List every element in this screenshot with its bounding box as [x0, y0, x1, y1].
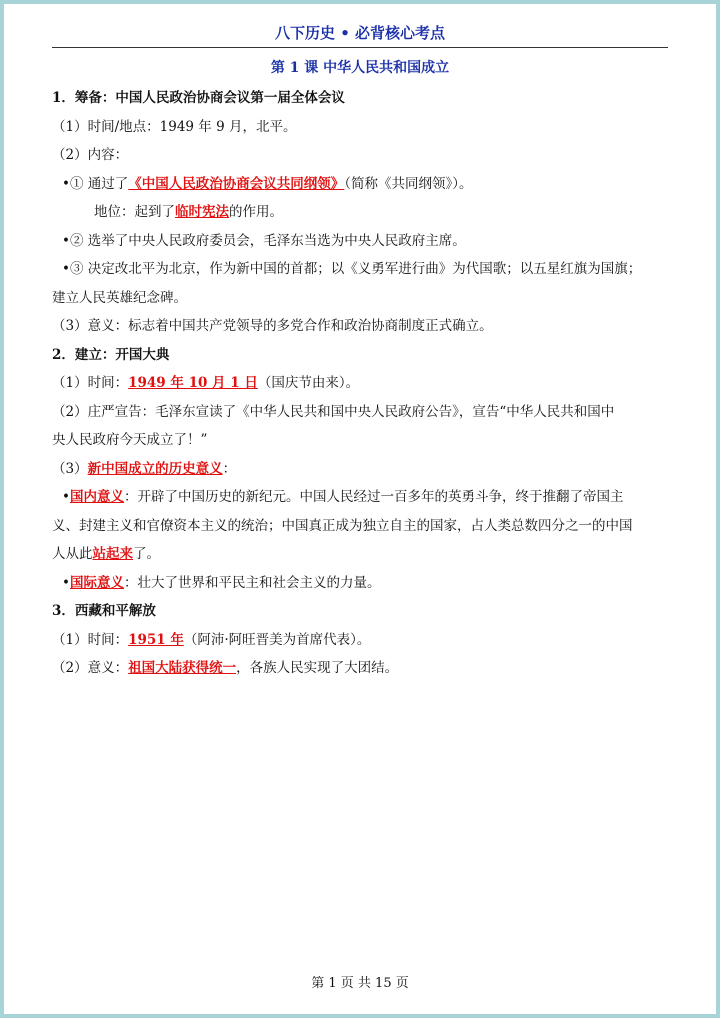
s2-domestic-line3	[52, 540, 672, 569]
s2-time-suffix: （国庆节由来）。	[257, 375, 360, 391]
s2-domestic-text: ：开辟了中国历史的新纪元。中国人民经过一百多年的英勇斗争，终于推翻了帝国主	[123, 489, 624, 505]
s2-international-bullet: •	[62, 574, 70, 591]
s1-bullet-3-line1: •③ 决定改北平为北京，作为新中国的首都；以《义勇军进行曲》为代国歌；以五星红旗为国旗；	[62, 261, 642, 277]
s2-international	[52, 569, 672, 598]
s2-declaration-line1: （2）庄严宣告：毛泽东宣读了《中华人民共和国中央人民政府公告》，宣告“中华人民共和国中	[52, 403, 615, 420]
s3-meaning-suffix: ，各族人民实现了大团结。	[236, 660, 399, 676]
s1-bullet-2: •② 选举了中央人民政府委员会，毛泽东当选为中央人民政府主席。	[62, 232, 466, 249]
unification-highlight: 祖国大陆获得统一	[128, 660, 237, 676]
s1-bullet-1	[52, 170, 672, 199]
s1-position-prefix: 地位：起到了	[94, 204, 175, 220]
s2-significance-prefix: （3）	[52, 460, 88, 477]
section-1-heading: 1．筹备：中国人民政治协商会议第一届全体会议	[52, 90, 345, 106]
tibet-year-highlight: 1951 年	[128, 631, 184, 648]
s2-domestic-line3-prefix: 人从此	[52, 546, 93, 562]
s1-bullet-1-suffix: （简称《共同纲领》）。	[344, 175, 473, 192]
s1-bullet-3-line2: 建立人民英雄纪念碑。	[52, 289, 187, 306]
stood-up-highlight: 站起来	[92, 546, 133, 562]
international-significance-highlight: 国际意义	[69, 574, 124, 591]
s3-time	[52, 626, 672, 655]
section-3-heading: 3．西藏和平解放	[52, 603, 156, 619]
common-program-highlight: 《中国人民政治协商会议共同纲领》	[128, 175, 345, 192]
s2-significance	[52, 455, 672, 484]
founding-date-highlight: 1949 年 10 月 1 日	[128, 375, 258, 391]
provisional-constitution-highlight: 临时宪法	[175, 204, 229, 220]
section-2-heading: 2．建立：开国大典	[52, 346, 170, 363]
s2-time-prefix: （1）时间：	[52, 375, 129, 391]
document-body	[52, 84, 672, 683]
s2-domestic-line3-suffix: 了。	[133, 546, 160, 562]
historical-significance-highlight: 新中国成立的历史意义	[87, 460, 223, 477]
s2-significance-suffix: ：	[222, 460, 237, 477]
s1-position-suffix: 的作用。	[229, 204, 283, 220]
domestic-significance-highlight: 国内意义	[69, 489, 124, 505]
s2-declaration-line2: 央人民政府今天成立了！”	[52, 432, 208, 448]
lesson-title: 第 1 课 中华人民共和国成立	[270, 60, 450, 76]
s1-position	[52, 198, 672, 227]
s3-time-prefix: （1）时间：	[52, 631, 129, 648]
s1-bullet-1-prefix: •① 通过了	[62, 175, 129, 192]
s2-time	[52, 369, 672, 398]
page-footer: 第 1 页 共 15 页	[311, 976, 409, 991]
s2-domestic-line1	[52, 483, 672, 512]
header-divider	[52, 47, 668, 48]
s1-content-label: （2）内容：	[52, 147, 129, 163]
page-header-title: 八下历史 • 必背核心考点	[274, 24, 446, 42]
s1-meaning: （3）意义：标志着中国共产党领导的多党合作和政治协商制度正式确立。	[52, 318, 493, 334]
s1-time: （1）时间/地点：1949 年 9 月，北平。	[52, 118, 297, 135]
s3-meaning	[52, 654, 672, 683]
s2-domestic-bullet: •	[62, 489, 70, 505]
s2-international-text: ：壮大了世界和平民主和社会主义的力量。	[123, 574, 381, 591]
s3-meaning-prefix: （2）意义：	[52, 660, 129, 676]
s3-time-suffix: （阿沛·阿旺晋美为首席代表）。	[183, 631, 371, 648]
s2-domestic-line2: 义、封建主义和官僚资本主义的统治；中国真正成为独立自主的国家，占人类总数四分之一的中国	[52, 517, 633, 534]
